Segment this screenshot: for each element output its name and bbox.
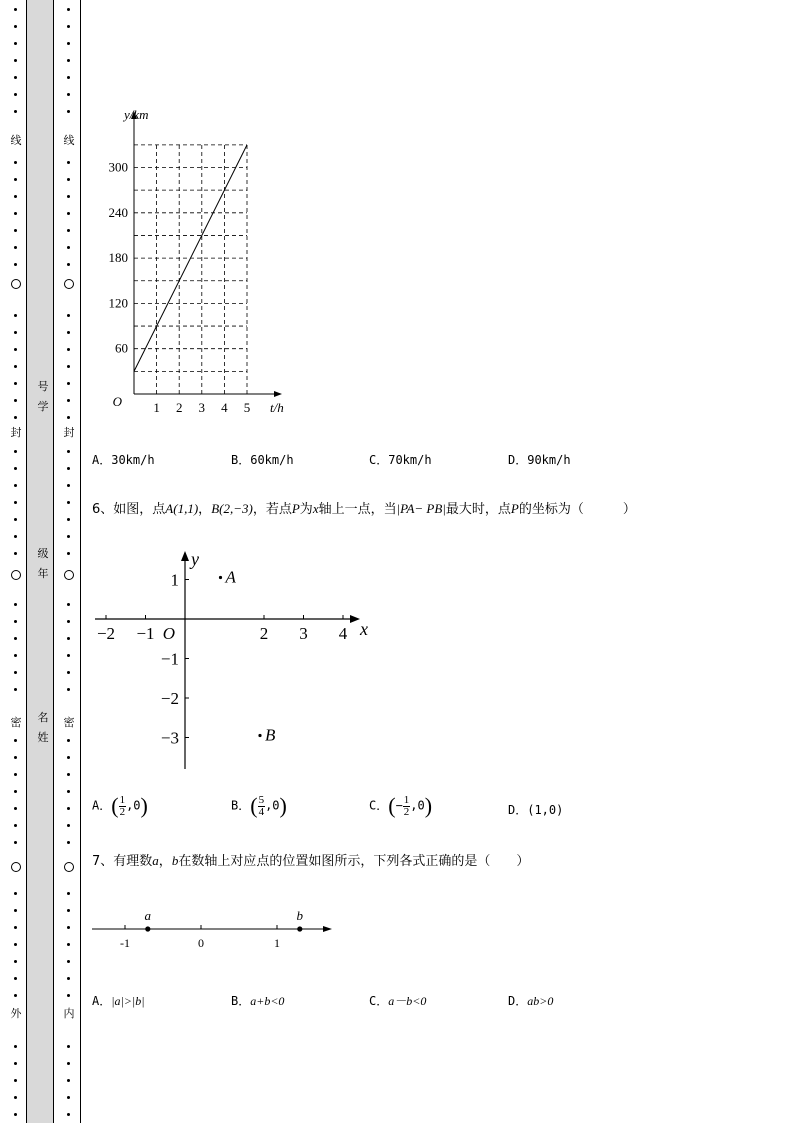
margin-dot (67, 892, 70, 895)
point-marker (297, 926, 302, 931)
margin-dot (67, 1079, 70, 1082)
margin-dot (14, 263, 17, 266)
margin-dot (14, 314, 17, 317)
y-tick-label: 180 (108, 250, 128, 266)
y-tick-label: 1 (170, 570, 179, 590)
margin-dot (67, 671, 70, 674)
margin-dot (67, 739, 70, 742)
q5-option-c[interactable] (369, 451, 432, 468)
margin-dot (14, 8, 17, 11)
margin-dot (67, 943, 70, 946)
paren: ) (424, 793, 433, 818)
margin-dot (14, 824, 17, 827)
margin-dot (67, 637, 70, 640)
paren: ( (250, 793, 258, 818)
circle-mark (64, 570, 74, 580)
margin-dot (67, 42, 70, 45)
bind-char-outer: 密 (10, 716, 22, 729)
x-tick-label: 2 (175, 400, 183, 415)
margin-dot (14, 229, 17, 232)
margin-dot (67, 8, 70, 11)
margin-dot (67, 467, 70, 470)
x-axis-arrow (274, 391, 282, 397)
margin-dot (14, 960, 17, 963)
margin-dot (14, 93, 17, 96)
q7-number-line (88, 900, 338, 955)
field-label-char: 级 (37, 547, 49, 560)
numerator: 1 (119, 793, 126, 806)
margin-dot (14, 688, 17, 691)
option-text: 60km/h (250, 453, 294, 467)
option-tail: ,0 (410, 798, 425, 813)
margin-dot (14, 756, 17, 759)
field-label-char: 名 (37, 711, 49, 724)
q5-option-a[interactable] (92, 451, 155, 468)
margin-dot (14, 807, 17, 810)
margin-dot (67, 212, 70, 215)
margin-dot (67, 450, 70, 453)
circle-mark (11, 862, 21, 872)
origin-label: O (162, 624, 175, 643)
margin-dot (67, 790, 70, 793)
chart-grid (134, 145, 247, 394)
stem-text: 为 (299, 502, 313, 517)
margin-dot (14, 841, 17, 844)
point-label: A (225, 567, 236, 587)
field-label (36, 544, 50, 584)
circle-mark (11, 570, 21, 580)
margin-dot (14, 76, 17, 79)
margin-dot (67, 1096, 70, 1099)
margin-dot (67, 552, 70, 555)
stem-math: a (152, 853, 159, 868)
stem-text: 在数轴上对应点的位置如图所示，下列各式正确的是（ ） (178, 854, 530, 869)
option-letter: B． (231, 798, 251, 813)
stem-math: |PA− PB| (396, 501, 446, 516)
field-label (36, 708, 50, 748)
bind-char-inner: 内 (63, 1007, 75, 1020)
margin-dot (67, 1113, 70, 1116)
x-tick-label: 2 (259, 624, 269, 643)
tick-label: 1 (274, 936, 280, 950)
margin-dot (14, 399, 17, 402)
margin-dot (67, 25, 70, 28)
circle-mark (64, 279, 74, 289)
q7-option-c[interactable] (369, 992, 426, 1009)
option-text: a+b<0 (250, 994, 285, 1008)
margin-dot (67, 161, 70, 164)
option-tail: ,0 (126, 798, 141, 813)
dotted-cut-line-outer (11, 0, 21, 1123)
margin-dot (67, 620, 70, 623)
q6-option-d[interactable] (508, 801, 563, 818)
q6-figure (90, 545, 380, 775)
stem-math: A (165, 501, 174, 516)
margin-dot (67, 399, 70, 402)
margin-dot (67, 110, 70, 113)
option-letter: C． (369, 994, 389, 1008)
margin-dot (67, 246, 70, 249)
margin-dot (14, 195, 17, 198)
paren: ( (111, 793, 119, 818)
option-letter: A． (92, 453, 112, 467)
option-letter: A． (92, 798, 112, 813)
paren: ( (388, 793, 396, 818)
margin-dot (14, 25, 17, 28)
chart-axes (131, 111, 282, 397)
margin-dot (67, 1045, 70, 1048)
margin-dot (14, 501, 17, 504)
stem-text: 有理数 (113, 854, 153, 869)
q6-stem (92, 498, 636, 517)
origin-label: O (112, 394, 122, 409)
numerator: 1 (403, 793, 410, 806)
coordinate-plane (95, 549, 368, 769)
margin-dot (14, 909, 17, 912)
field-student-id (36, 377, 50, 417)
y-tick-label: 60 (115, 340, 128, 356)
margin-dot (14, 110, 17, 113)
margin-dot (14, 739, 17, 742)
margin-dot (14, 365, 17, 368)
x-axis-label: x (360, 619, 368, 639)
margin-dot (67, 688, 70, 691)
margin-dot (14, 977, 17, 980)
margin-dot (67, 501, 70, 504)
margin-dot (14, 467, 17, 470)
q7-option-a[interactable] (92, 992, 145, 1009)
x-axis-arrow (350, 615, 360, 623)
margin-dot (14, 552, 17, 555)
margin-dot (67, 314, 70, 317)
option-text: (1,0) (527, 803, 564, 817)
margin-dot (67, 773, 70, 776)
stem-text: 轴上一点，当 (318, 502, 397, 517)
point-label: B (265, 725, 276, 745)
x-tick-label: −2 (96, 624, 116, 643)
tick-label: 0 (198, 936, 204, 950)
y-tick-label: 300 (108, 159, 128, 175)
margin-dot (14, 654, 17, 657)
stem-math: B (211, 501, 220, 516)
option-letter: C． (369, 453, 389, 467)
margin-dot (14, 331, 17, 334)
point-marker (219, 576, 222, 579)
stem-text: 如图，点 (113, 502, 166, 517)
margin-dot (67, 960, 70, 963)
bind-char-inner: 封 (63, 426, 75, 439)
paren: ) (140, 793, 148, 818)
margin-dot (67, 76, 70, 79)
margin-dot (67, 263, 70, 266)
stem-math: P (510, 501, 519, 516)
point-marker (258, 734, 261, 737)
margin-dot (14, 518, 17, 521)
q5-option-b[interactable] (231, 451, 294, 468)
margin-dot (14, 450, 17, 453)
margin-dot (14, 773, 17, 776)
stem-text: ， (198, 502, 212, 517)
field-name (36, 708, 50, 748)
margin-dot (67, 994, 70, 997)
bind-char-inner: 密 (63, 716, 75, 729)
q5-option-d[interactable] (508, 451, 571, 468)
q6-option-c[interactable] (369, 793, 432, 819)
margin-dot (67, 807, 70, 810)
margin-dot (67, 93, 70, 96)
margin-dot (14, 161, 17, 164)
field-label-char: 年 (37, 567, 49, 580)
option-tail: ,0 (265, 798, 280, 813)
margin-dot (67, 603, 70, 606)
option-text: |a|>|b| (111, 994, 145, 1008)
option-letter: D． (508, 994, 528, 1008)
field-label-char: 学 (37, 400, 49, 413)
margin-dot (14, 1045, 17, 1048)
margin-dot (67, 841, 70, 844)
margin-dot (67, 1062, 70, 1065)
margin-dot (67, 484, 70, 487)
bind-char-outer: 外 (10, 1007, 22, 1020)
x-tick-label: 5 (243, 400, 251, 415)
margin-dot (14, 790, 17, 793)
margin-line (80, 0, 81, 1123)
margin-dot (67, 229, 70, 232)
margin-dot (14, 59, 17, 62)
margin-dot (14, 892, 17, 895)
margin-dot (14, 1079, 17, 1082)
q7-option-b[interactable] (231, 992, 284, 1009)
stem-text: 的坐标为（ ） (518, 502, 636, 517)
margin-dot (67, 756, 70, 759)
margin-dot (14, 178, 17, 181)
denominator: 4 (258, 805, 265, 818)
y-tick-label: −1 (160, 649, 179, 669)
margin-line (26, 0, 27, 1123)
stem-math: x (312, 501, 319, 516)
margin-dot (14, 348, 17, 351)
x-axis-label: t/h (270, 400, 284, 415)
circle-mark (11, 279, 21, 289)
axis-arrow (323, 926, 332, 932)
margin-dot (67, 59, 70, 62)
margin-dot (67, 654, 70, 657)
field-label-char: 号 (37, 380, 49, 393)
margin-dot (14, 620, 17, 623)
field-grade (36, 544, 50, 584)
margin-dot (14, 1096, 17, 1099)
field-label-char: 姓 (37, 731, 49, 744)
option-letter: C． (369, 798, 389, 813)
margin-dot (67, 331, 70, 334)
margin-dot (14, 484, 17, 487)
option-sign: − (395, 798, 403, 813)
x-tick-label: 3 (198, 400, 206, 415)
q6-option-a[interactable] (92, 793, 148, 819)
margin-dot (14, 603, 17, 606)
margin-dot (67, 348, 70, 351)
point-marker (145, 926, 150, 931)
denominator: 2 (119, 805, 126, 818)
margin-dot (67, 926, 70, 929)
paren: ) (279, 793, 287, 818)
option-text: ab>0 (527, 994, 554, 1008)
margin-dot (14, 994, 17, 997)
option-text: 70km/h (388, 453, 432, 467)
dotted-cut-line-inner (64, 0, 74, 1123)
stem-math: (2,−3) (219, 501, 253, 516)
option-letter: B． (231, 453, 251, 467)
margin-dot (14, 1062, 17, 1065)
margin-dot (14, 246, 17, 249)
y-tick-label: −2 (160, 689, 179, 708)
stem-text: ， (158, 854, 172, 869)
margin-dot (14, 42, 17, 45)
number-line (92, 908, 332, 950)
question-number: 7、 (92, 854, 114, 869)
margin-dot (14, 671, 17, 674)
q6-option-b[interactable] (231, 793, 287, 819)
margin-dot (67, 909, 70, 912)
margin-dot (14, 926, 17, 929)
x-tick-label: 4 (221, 400, 228, 415)
stem-text: 最大时，点 (445, 502, 511, 517)
option-letter: D． (508, 803, 528, 817)
margin-dot (14, 535, 17, 538)
margin-dot (14, 382, 17, 385)
stem-text: ，若点 (252, 502, 292, 517)
margin-dot (67, 535, 70, 538)
q5-chart (100, 105, 300, 420)
margin-dot (67, 365, 70, 368)
option-letter: D． (508, 453, 528, 467)
stem-math: (1,1) (173, 501, 199, 516)
fraction (258, 795, 266, 818)
bind-char-inner: 线 (63, 134, 75, 147)
option-text: 90km/h (527, 453, 571, 467)
stem-math: P (291, 501, 300, 516)
margin-dot (67, 416, 70, 419)
option-text: 30km/h (111, 453, 155, 467)
option-letter: B． (231, 994, 251, 1008)
y-axis-label: y/km (124, 107, 149, 122)
margin-dot (67, 824, 70, 827)
y-axis-label: y (191, 549, 199, 569)
x-tick-label: 3 (299, 624, 308, 643)
option-letter: A． (92, 994, 112, 1008)
denominator: 2 (403, 805, 410, 818)
y-axis-arrow (181, 551, 189, 561)
x-tick-label: 1 (153, 400, 160, 415)
bind-char-outer: 封 (10, 426, 22, 439)
bind-char-outer: 线 (10, 134, 22, 147)
option-text: a－b<0 (388, 994, 427, 1008)
q7-stem (92, 850, 529, 869)
point-label: a (144, 908, 152, 923)
point-label: b (296, 908, 304, 923)
y-tick-label: 120 (108, 295, 128, 311)
y-tick-label: 240 (108, 204, 128, 220)
stem-math: b (171, 853, 179, 868)
margin-dot (14, 637, 17, 640)
margin-dot (14, 943, 17, 946)
margin-dot (14, 212, 17, 215)
margin-line (53, 0, 54, 1123)
margin-dot (67, 518, 70, 521)
margin-dot (67, 195, 70, 198)
margin-dot (67, 178, 70, 181)
tick-label: -1 (120, 936, 130, 950)
margin-dot (14, 416, 17, 419)
question-number: 6、 (92, 502, 114, 517)
q7-option-d[interactable] (508, 992, 553, 1009)
margin-dot (14, 1113, 17, 1116)
x-tick-label: −1 (136, 624, 155, 643)
margin-dot (67, 977, 70, 980)
fraction (119, 795, 127, 818)
field-label (36, 377, 50, 417)
y-tick-label: −3 (160, 728, 179, 748)
margin-dot (67, 382, 70, 385)
numerator: 5 (258, 793, 265, 806)
circle-mark (64, 862, 74, 872)
x-tick-label: 4 (338, 624, 348, 643)
